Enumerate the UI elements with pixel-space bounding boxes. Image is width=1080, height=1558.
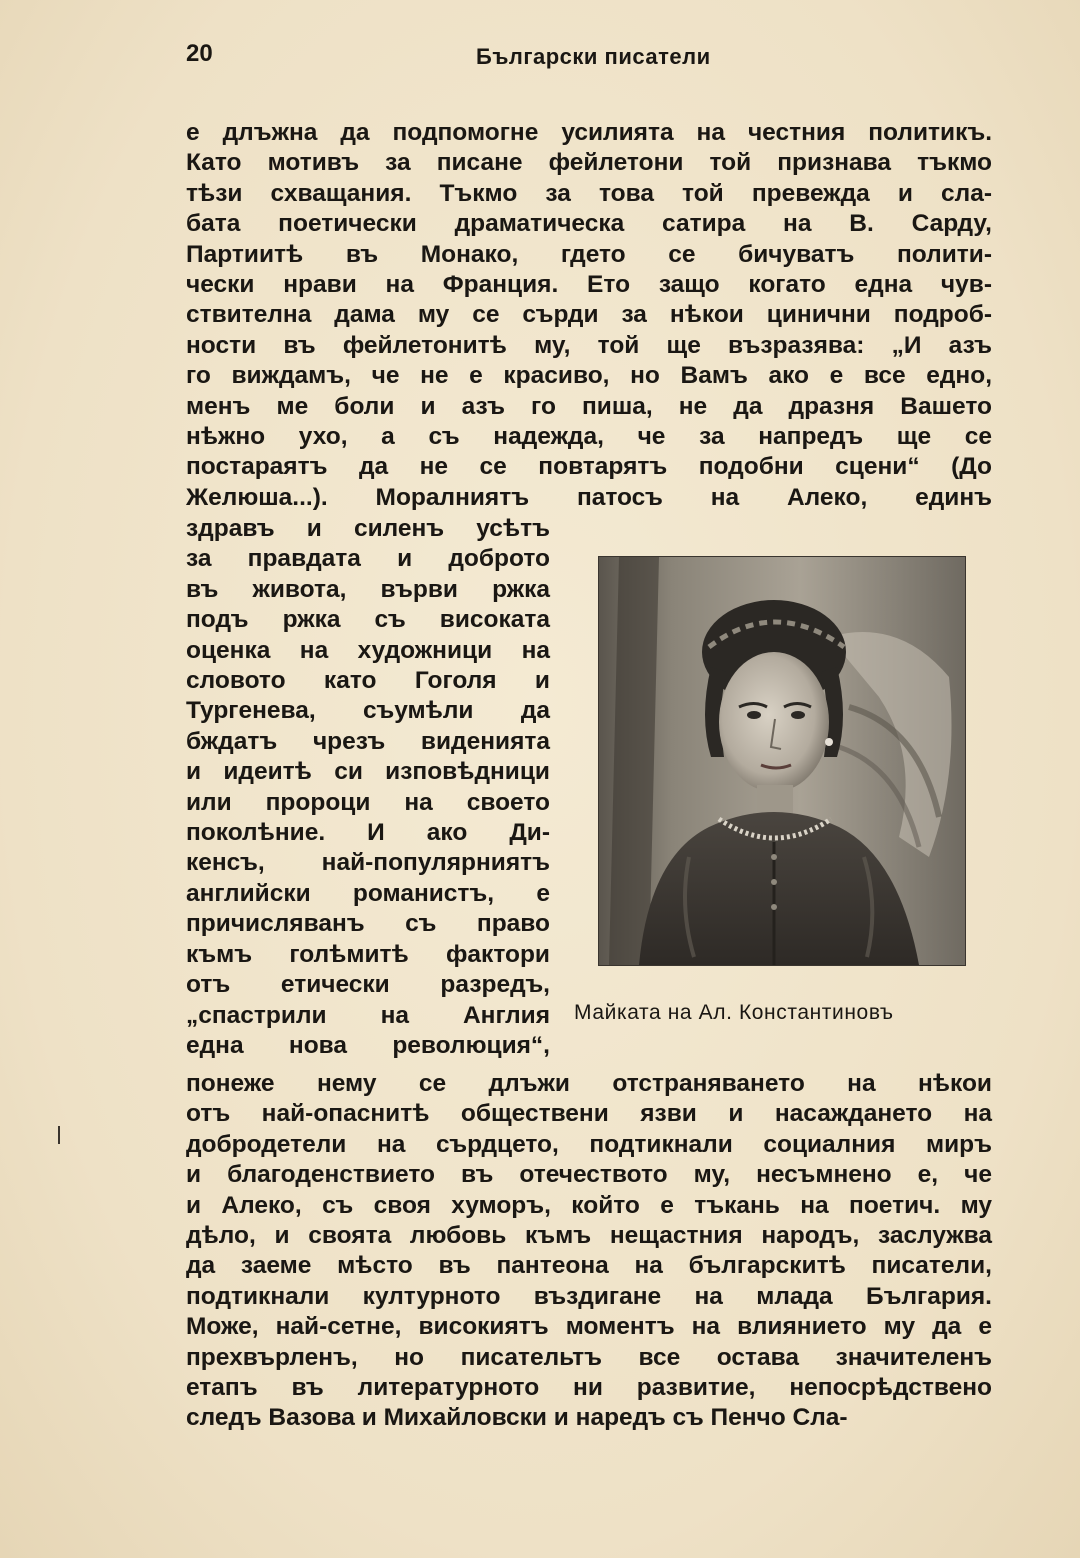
text-line: дѣло, и своята любовь къмъ нещастния народъ, заслужва xyxy=(186,1222,992,1250)
text-line: ствителна дама му се сърди за нѣкои цинични подроб- xyxy=(186,301,992,329)
text-line: и благоденствието въ отечеството му, несъмнено е, че xyxy=(186,1161,992,1189)
text-line: етапъ въ литературното ни развитие, непосрѣдствено xyxy=(186,1374,992,1402)
text-line: за правдата и доброто xyxy=(186,545,550,573)
text-line: английски романистъ, е xyxy=(186,879,550,907)
text-line: менъ ме боли и азъ го пиша, не да дразня Вашето xyxy=(186,392,992,420)
text-line: Партиитѣ въ Монако, гдето се бичуватъ полити- xyxy=(186,240,992,268)
text-line: Може, най-сетне, високиятъ моментъ на влиянието му да е xyxy=(186,1313,992,1341)
text-line: Като мотивъ за писане фейлетони той признава тъкмо xyxy=(186,149,992,177)
text-line: кенсъ, най-популярниятъ xyxy=(186,849,550,877)
text-line: словото като Гоголя и xyxy=(186,667,550,695)
text-line: понеже нему се длъжи отстраняването на нѣкои xyxy=(186,1070,992,1097)
page-header xyxy=(186,40,986,76)
paragraph-top xyxy=(186,118,992,513)
text-line: къмъ голѣмитѣ фактори xyxy=(186,940,550,968)
text-line: отъ най-опаснитѣ обществени язви и насаждането на xyxy=(186,1100,992,1128)
text-line: и идеитѣ си изповѣдници xyxy=(186,758,550,786)
text-line: го виждамъ, че не е красиво, но Вамъ ако е все едно, xyxy=(186,362,992,390)
text-line: подтикнали културното въздигане на млада България. xyxy=(186,1282,992,1310)
page-number: 20 xyxy=(186,40,213,67)
text-line: или пророци на своето xyxy=(186,788,550,816)
text-line: една нова революция“, xyxy=(186,1031,550,1059)
text-line: тѣзи схващания. Тъкмо за това той превежда и сла- xyxy=(186,179,992,207)
photo-caption: Майката на Ал. Константиновъ xyxy=(574,1001,894,1024)
text-line: оценка на художници на xyxy=(186,636,550,664)
text-line: отъ етически разредъ, xyxy=(186,971,550,999)
text-line: бждатъ чрезъ виденията xyxy=(186,727,550,755)
text-line: поколѣние. И ако Ди- xyxy=(186,819,550,847)
text-line: добродетели на сърдцето, подтикнали социалния миръ xyxy=(186,1130,992,1158)
running-title: Български писатели xyxy=(476,44,711,69)
text-line: да заеме мѣсто въ пантеона на българскитѣ писатели, xyxy=(186,1252,992,1280)
paragraph-side-column xyxy=(186,514,550,1061)
text-line: ности въ фейлетонитѣ му, той ще възразява: „И азъ xyxy=(186,331,992,359)
text-line: „спастрили на Англия xyxy=(186,1001,550,1029)
text-line: следъ Вазова и Михайловски и наредъ съ Пенчо Сла- xyxy=(186,1404,848,1432)
text-line: Тургенева, съумѣли да xyxy=(186,697,550,725)
text-line: постараятъ да не се повтарятъ подобни сцени“ (До xyxy=(186,453,992,481)
text-line: бата поетически драматическа сатира на В. Сарду, xyxy=(186,210,992,238)
text-line: въ живота, върви ржка xyxy=(186,575,550,603)
text-line: подъ ржка съ високата xyxy=(186,606,550,634)
text-line: нѣжно ухо, а съ надежда, че за напредъ ще се xyxy=(186,423,992,451)
text-line: прехвърленъ, но писательтъ все остава значителенъ xyxy=(186,1343,992,1371)
margin-mark xyxy=(58,1126,60,1144)
text-line: Желюша...). Моралниятъ патосъ на Алеко, единъ xyxy=(186,483,992,511)
text-line: и Алеко, съ своя хуморъ, който е тъкань на поетич. му xyxy=(186,1191,992,1219)
text-line: причисляванъ съ право xyxy=(186,910,550,938)
paragraph-bottom xyxy=(186,1069,992,1434)
text-line: чески нрави на Франция. Ето защо когато една чув- xyxy=(186,271,992,299)
portrait-photo xyxy=(598,556,966,966)
text-line: здравъ и силенъ усѣтъ xyxy=(186,515,550,542)
text-line: е длъжна да подпомогне усилията на честния политикъ. xyxy=(186,119,992,146)
